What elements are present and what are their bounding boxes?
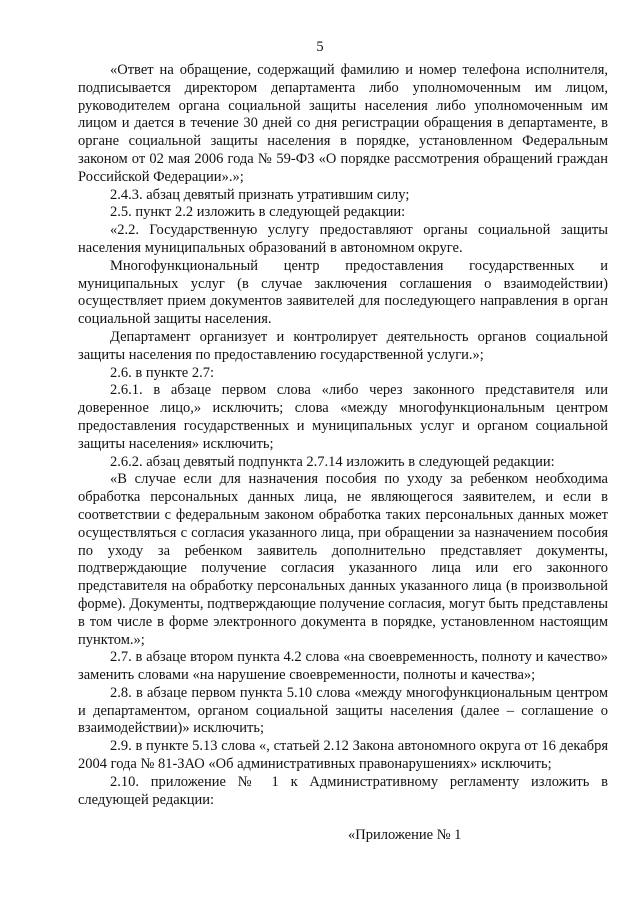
paragraph-2-6: 2.6. в пункте 2.7: [110,364,215,381]
paragraph-department: Департамент организует и контролирует деятельность органов социальной защиты населения по предоставлению государственной услуги.»; [78,328,608,363]
paragraph-2-10: 2.10. приложение № 1 к Административному регламенту изложить в следующей редакции: [78,773,608,808]
paragraph-2-8: 2.8. в абзаце первом пункта 5.10 слова «между многофункциональным центром и департаментом, органом социальной защиты населения (далее – соглашение о взаимодействии)» исключить; [78,684,608,737]
paragraph-2-4-3: 2.4.3. абзац девятый признать утратившим силу; [110,186,410,203]
paragraph-2-7: 2.7. в абзаце втором пункта 4.2 слова «на своевременность, полноту и качество» заменить словами «на нарушение своевременности, полноты и качества»; [78,649,608,684]
paragraph-child-care-quote: «В случае если для назначения пособия по уходу за ребенком необходима обработка персональных данных лица, не являющегося заявителем, и если в соответствии с федеральным законом обработка таких персональных данных может осуществляться с согласия указанного лица, при обращении за назначением пособия по уходу за ребенком заявитель дополнительно представляет документы, подтверждающие получение согласия указанного лица или его законного представителя на обработку персональных данных указанного лица (в произвольной форме). Документы, подтверждающие получение согласия, могут быть представлены в том числе в форме электронного документа в порядке, установленном настоящим пунктом.»; [78,471,608,648]
paragraph-mfc: Многофункциональный центр предоставления государственных и муниципальных услуг (в случае заключения соглашения о взаимодействии) осуществляет прием документов заявителей для последующего направления в орган социальной защиты населения. [78,257,608,328]
paragraph-2-6-1: 2.6.1. в абзаце первом слова «либо через законного представителя или доверенное лицо,» исключить; слова «между многофункциональным центром предоставления государственных и муниципальных услуг и органом социальной защиты населения» исключить; [78,382,608,452]
paragraph-response-rules: «Ответ на обращение, содержащий фамилию и номер телефона исполнителя, подписывается директором департамента либо уполномоченным им лицом, руководителем органа социальной защиты населения либо уполномоченным им лицом и дается в течение 30 дней со дня регистрации обращения в департаменте, в органе социальной защиты населения в порядке, установленном Федеральным законом от 02 мая 2006 года № 59-ФЗ «О порядке рассмотрения обращений граждан Российской Федерации».»; [78,62,608,185]
paragraph-2-5: 2.5. пункт 2.2 изложить в следующей редакции: [110,204,406,221]
paragraph-2-2-quote: «2.2. Государственную услугу предоставляют органы социальной защиты населения муниципальных образований в автономном округе. [78,222,608,256]
paragraph-2-9: 2.9. в пункте 5.13 слова «, статьей 2.12 Закона автономного округа от 16 декабря 2004 года № 81-ЗАО «Об административных правонарушениях» исключить; [78,738,608,773]
appendix-label: «Приложение № 1 [348,827,462,843]
paragraph-2-6-2: 2.6.2. абзац девятый подпункта 2.7.14 изложить в следующей редакции: [110,453,555,470]
page-number: 5 [316,39,324,55]
document-body [78,62,608,809]
